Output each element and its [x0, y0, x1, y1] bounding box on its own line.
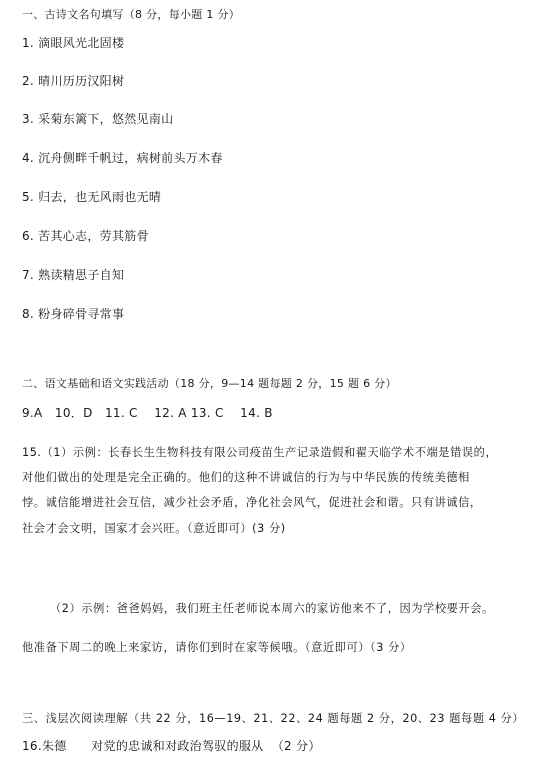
- answer-item-8: 8. 粉身碎骨寻常事: [22, 307, 125, 321]
- section2-heading: 二、语文基础和语文实践活动（18 分，9—14 题每题 2 分，15 题 6 分）: [22, 377, 397, 390]
- answer-item-6: 6. 苦其心志，劳其筋骨: [22, 229, 149, 243]
- answer-item-3: 3. 采菊东篱下，悠然见南山: [22, 112, 174, 126]
- q15-part1-line-3: 悖。诚信能增进社会互信，减少社会矛盾，净化社会风气，促进社会和谐。只有讲诚信，: [22, 496, 482, 509]
- answers-9-14: 9.A 10．D 11. C 12. A 13. C 14. B: [22, 406, 273, 420]
- answer-item-1: 1. 滴眼风光北固楼: [22, 36, 125, 50]
- answer-item-5: 5. 归去，也无风雨也无晴: [22, 190, 162, 204]
- q15-part1-line-4: 社会才会文明，国家才会兴旺。（意近即可）(3 分): [22, 522, 286, 535]
- answer-item-7: 7. 熟读精思子自知: [22, 268, 125, 282]
- section1-heading: 一、古诗文名句填写（8 分，每小题 1 分）: [22, 8, 241, 21]
- section3-heading: 三、浅层次阅读理解（共 22 分，16—19、21、22、24 题每题 2 分，20、23 题每题 4 分）: [22, 712, 525, 725]
- q15-part2-line-2: 他准备下周二的晚上来家访，请你们到时在家等候哦。（意近即可）（3 分）: [22, 641, 412, 654]
- q15-part1-line-1: 15.（1）示例：长春长生生物科技有限公司疫苗生产记录造假和翟天临学术不端是错误的，: [22, 446, 498, 459]
- q16-answer: 16.朱德 对党的忠诚和对政治驾驭的服从 （2 分）: [22, 739, 321, 753]
- answer-item-4: 4. 沉舟侧畔千帆过，病树前头万木春: [22, 151, 223, 165]
- answer-item-2: 2. 晴川历历汉阳树: [22, 74, 125, 88]
- q15-part1-line-2: 对他们做出的处理是完全正确的。他们的这种不讲诚信的行为与中华民族的传统美德相: [22, 471, 470, 484]
- q15-part2-line-1: （2）示例：爸爸妈妈，我们班主任老师说本周六的家访他来不了，因为学校要开会。: [50, 602, 494, 615]
